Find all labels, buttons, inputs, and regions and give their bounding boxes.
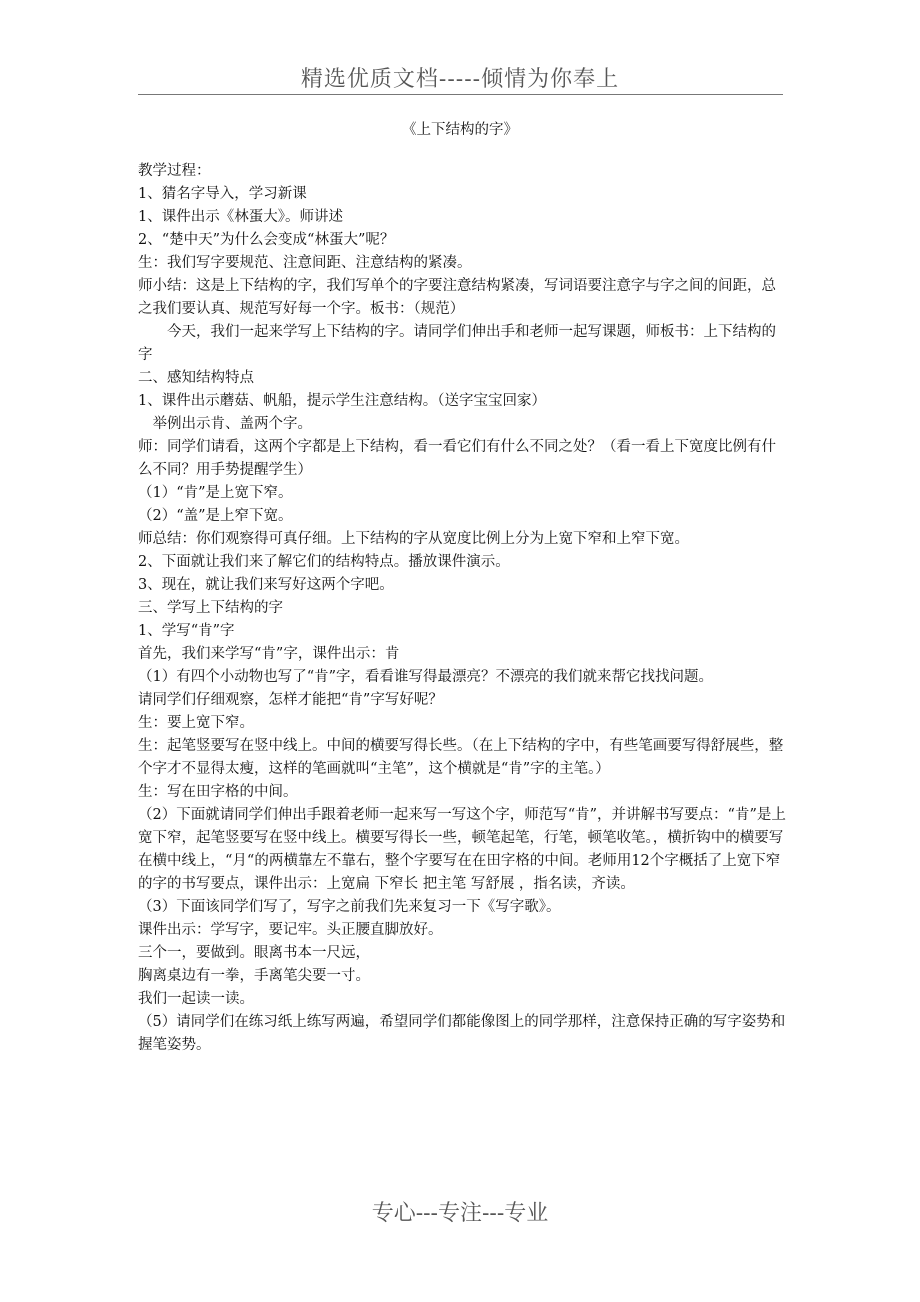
body-line: （3）下面该同学们写了，写字之前我们先来复习一下《写字歌》。 [138,899,561,915]
document-body [138,160,788,1057]
body-line: （1）有四个小动物也写了“肯”字，看看谁写得最漂亮？不漂亮的我们就来帮它找找问题。 [138,669,714,685]
body-line: 我们一起读一读。 [138,991,254,1007]
body-line: 1、学写“肯”字 [138,623,235,639]
body-line: 胸离桌边有一拳，手离笔尖要一寸。 [138,968,370,984]
body-line: 师：同学们请看，这两个字都是上下结构，看一看它们有什么不同之处？（看一看上下宽度比例有什么不同？用手势提醒学生） [138,439,776,478]
page-footer: 专心---专注---专业 [371,1201,549,1226]
section-heading: 二、感知结构特点 [138,370,254,386]
body-line: 2、下面就让我们来了解它们的结构特点。播放课件演示。 [138,554,510,570]
body-line: 1、课件出示蘑菇、帆船，提示学生注意结构。（送字宝宝回家） [138,393,546,409]
body-line: 今天，我们一起来学写上下结构的字。请同学们伸出手和老师一起写课题，师板书：上下结构的字 [138,324,776,363]
body-line: 2、“楚中天”为什么会变成“林蛋大”呢？ [138,232,395,248]
header-divider [138,94,783,95]
body-line: （2）“盖”是上窄下宽。 [138,508,293,524]
body-line: （1）“肯”是上宽下窄。 [138,485,293,501]
body-line: 首先，我们来学写“肯”字，课件出示：肯 [138,646,400,662]
body-line: 举例出示肯、盖两个字。 [152,416,312,432]
body-line: 3、现在，就让我们来写好这两个字吧。 [138,577,394,593]
body-line: （5）请同学们在练习纸上练写两遍，希望同学们都能像图上的同学那样，注意保持正确的写字姿势和握笔姿势。 [138,1014,786,1053]
body-line: 教学过程： [138,163,211,179]
body-line: 生：要上宽下窄。 [138,715,254,731]
body-line: 师小结：这是上下结构的字，我们写单个的字要注意结构紧凑，写词语要注意字与字之间的间距，总之我们要认真、规范写好每一个字。板书：（规范） [138,278,776,317]
body-line: （2）下面就请同学们伸出手跟着老师一起来写一写这个字，师范写“肯”，并讲解书写要点：“肯”是上宽下窄，起笔竖要写在竖中线上。横要写得长一些，顿笔起笔，行笔，顿笔收笔。，横折钩中的横要写在横中线上，“月“的两横靠左不靠右，整个字要写在在田字格的中间。老师用12个字概括了上宽下窄的字的书写要点，课件出示：上宽扁 下窄长 把主笔 写舒展 ，指名读，齐读。 [138,807,786,892]
page-header: 精选优质文档-----倾情为你奉上 [300,67,620,92]
body-line: 请同学们仔细观察，怎样才能把“肯”字写好呢？ [138,692,443,708]
section-heading: 三、学写上下结构的字 [138,600,283,616]
body-line: 1、猜名字导入，学习新课 [138,186,307,202]
document-title: 《上下结构的字》 [402,122,518,138]
body-line: 生：写在田字格的中间。 [138,784,298,800]
body-line: 生：我们写字要规范、注意间距、注意结构的紧凑。 [138,255,472,271]
body-line: 1、课件出示《林蛋大》。师讲述 [138,209,343,225]
body-line: 三个一，要做到。眼离书本一尺远， [138,945,370,961]
body-line: 生：起笔竖要写在竖中线上。中间的横要写得长些。（在上下结构的字中，有些笔画要写得舒展些，整个字才不显得太瘦，这样的笔画就叫“主笔”，这个横就是“肯”字的主笔。） [138,738,784,777]
body-line: 师总结：你们观察得可真仔细。上下结构的字从宽度比例上分为上宽下窄和上窄下宽。 [138,531,689,547]
body-line: 课件出示：学写字，要记牢。头正腰直脚放好。 [138,922,443,938]
